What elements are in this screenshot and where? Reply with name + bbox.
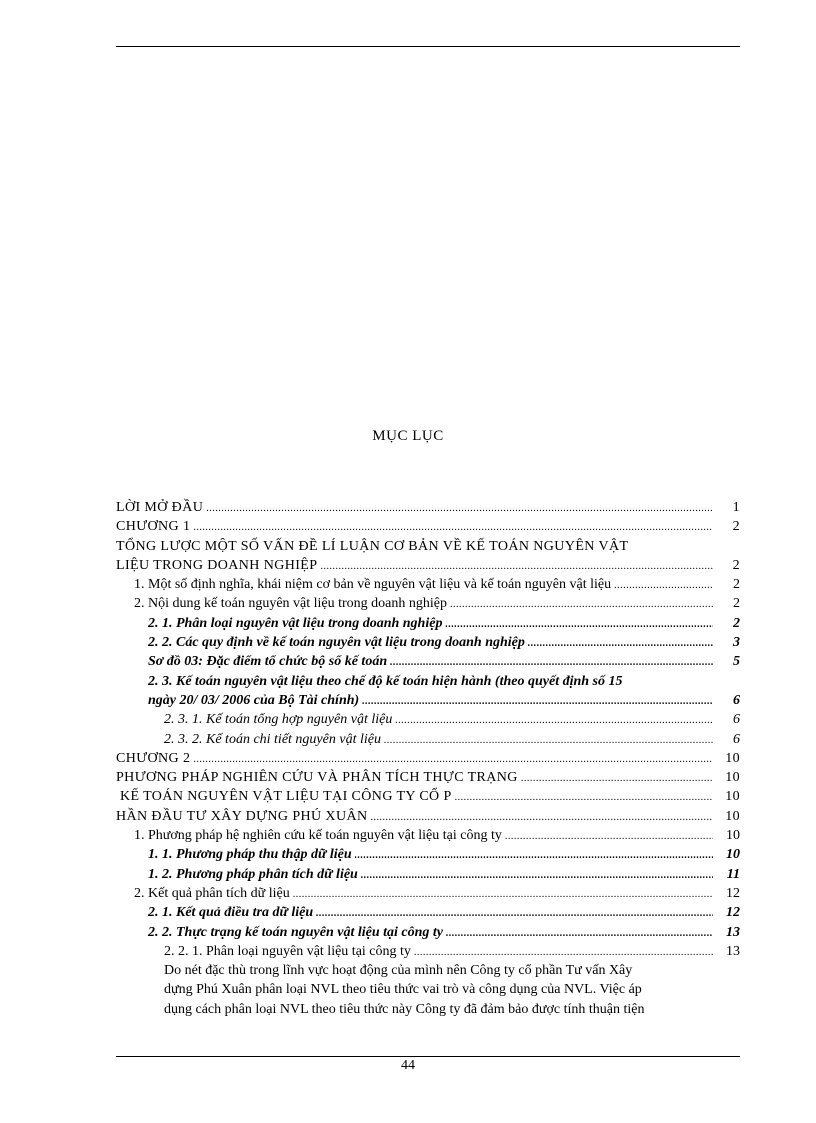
toc-entry-page: 1 xyxy=(732,500,740,515)
toc-entry[interactable] xyxy=(116,845,740,864)
toc-entry-line2 xyxy=(148,691,740,710)
toc-entry[interactable] xyxy=(116,498,740,517)
toc-entry[interactable] xyxy=(116,730,740,749)
dot-leader xyxy=(614,576,713,594)
toc-entry-title: 2. 3. 1. Kế toán tổng hợp nguyên vật liệu xyxy=(164,712,393,728)
toc-entry[interactable] xyxy=(116,787,740,806)
dot-leader xyxy=(355,846,713,864)
toc-entry-page: 11 xyxy=(726,866,740,882)
toc-entry[interactable] xyxy=(116,903,740,922)
toc-entry-page: 12 xyxy=(726,905,740,921)
toc-entry-page: 10 xyxy=(726,828,740,844)
toc-entry-title: 2. 2. 1. Phân loại nguyên vật liệu tại công ty xyxy=(164,943,411,959)
toc-entry-page: 2 xyxy=(732,557,740,573)
toc-entry[interactable] xyxy=(116,884,740,903)
toc-entry-title: 2. 3. 2. Kế toán chi tiết nguyên vật liệu xyxy=(164,731,381,747)
toc-entry-multiline[interactable] xyxy=(116,537,740,576)
toc-entry[interactable] xyxy=(116,594,740,613)
dot-leader xyxy=(395,711,713,729)
toc-entry-title: 1. Phương pháp hệ nghiên cứu kế toán nguyên vật liệu tại công ty xyxy=(134,828,502,844)
toc-entry-page: 10 xyxy=(725,750,740,766)
toc-entry-title: 2. 2. Thực trạng kế toán nguyên vật liệu tại công ty xyxy=(148,924,444,940)
toc-entry-line2 xyxy=(116,556,740,575)
toc-entry[interactable] xyxy=(116,749,740,768)
dot-leader xyxy=(528,634,713,652)
toc-entry-title: Sơ đồ 03: Đặc điểm tổ chức bộ sổ kế toán xyxy=(148,654,388,670)
toc-entry-page: 2 xyxy=(733,577,740,593)
dot-leader xyxy=(446,924,713,942)
toc-entry-page: 3 xyxy=(733,635,740,651)
toc-entry[interactable] xyxy=(116,923,740,942)
toc-entry-page: 2 xyxy=(732,519,740,535)
toc-entry-page: 10 xyxy=(726,847,740,863)
dot-leader xyxy=(316,904,713,922)
toc-entry-title: 2. 1. Phân loại nguyên vật liệu trong doanh nghiệp xyxy=(148,615,443,631)
toc-entry[interactable] xyxy=(116,652,740,671)
toc-entry-page: 2 xyxy=(733,596,740,612)
toc-entry-page: 10 xyxy=(725,808,740,824)
dot-leader xyxy=(193,518,713,536)
toc-entry-page: 13 xyxy=(726,924,740,940)
paragraph-line: dụng cách phân loại NVL theo tiêu thức này Công ty đã đảm bảo được tính thuận tiện xyxy=(164,1001,645,1017)
toc-entry-page: 5 xyxy=(733,654,740,670)
toc-entry-title: HẦN ĐẦU TƯ XÂY DỰNG PHÚ XUÂN xyxy=(116,808,368,824)
toc-entry-page: 6 xyxy=(733,731,740,747)
toc-entry-title: CHƯƠNG 1 xyxy=(116,519,191,535)
paragraph-line: Do nét đặc thù trong lĩnh vực hoạt động của mình nên Công ty cổ phần Tư vấn Xây xyxy=(164,963,633,979)
toc-entry-page: 2 xyxy=(733,615,740,631)
toc-entry[interactable] xyxy=(116,865,740,884)
dot-leader xyxy=(206,499,713,517)
toc-entry-title: 2. 2. Các quy định về kế toán nguyên vật liệu trong doanh nghiệp xyxy=(148,635,525,651)
dot-leader xyxy=(361,866,713,884)
toc-entry-page: 10 xyxy=(725,789,740,805)
toc-entry-page: 13 xyxy=(726,943,740,959)
toc-entry-title: 2. Kết quả phân tích dữ liệu xyxy=(134,885,290,901)
dot-leader xyxy=(384,731,713,749)
toc-entry-title-line2: LIỆU TRONG DOANH NGHIỆP xyxy=(116,557,318,573)
header-rule xyxy=(116,46,740,47)
toc-entry-title-line1: 2. 3. Kế toán nguyên vật liệu theo chế độ kế toán hiện hành (theo quyết định số 15 xyxy=(148,673,623,689)
table-of-contents xyxy=(116,498,740,1019)
toc-entry-title: KẾ TOÁN NGUYÊN VẬT LIỆU TẠI CÔNG TY CỔ P xyxy=(120,789,452,805)
toc-entry-page: 6 xyxy=(733,712,740,728)
dot-leader xyxy=(320,557,713,575)
dot-leader xyxy=(293,885,713,903)
toc-entry-title: LỜI MỞ ĐẦU xyxy=(116,500,204,515)
toc-entry[interactable] xyxy=(116,614,740,633)
toc-entry-title: 2. 1. Kết quả điều tra dữ liệu xyxy=(148,905,314,921)
toc-entry[interactable] xyxy=(116,633,740,652)
toc-entry-title: PHƯƠNG PHÁP NGHIÊN CỨU VÀ PHÂN TÍCH THỰC TRẠNG xyxy=(116,770,518,786)
toc-entry[interactable] xyxy=(116,575,740,594)
page-number: 44 xyxy=(401,1058,415,1073)
toc-entry-page: 12 xyxy=(726,885,740,901)
dot-leader xyxy=(370,808,713,826)
toc-entry-page: 10 xyxy=(725,770,740,786)
toc-entry-title-line1: TỔNG LƯỢC MỘT SỐ VẤN ĐỀ LÍ LUẬN CƠ BẢN VỀ KẾ TOÁN NGUYÊN VẬT xyxy=(116,538,629,554)
dot-leader xyxy=(390,653,713,671)
dot-leader xyxy=(414,943,713,961)
dot-leader xyxy=(193,750,713,768)
toc-entry[interactable] xyxy=(116,710,740,729)
dot-leader xyxy=(450,595,713,613)
toc-entry[interactable] xyxy=(116,826,740,845)
footer-rule xyxy=(116,1056,740,1057)
toc-entry-title: 1. 2. Phương pháp phân tích dữ liệu xyxy=(148,866,358,882)
dot-leader xyxy=(445,615,713,633)
toc-heading: MỤC LỤC xyxy=(372,428,444,444)
toc-entry-title: CHƯƠNG 2 xyxy=(116,750,191,766)
toc-entry[interactable] xyxy=(116,942,740,961)
toc-entry-title: 1. 1. Phương pháp thu thập dữ liệu xyxy=(148,847,352,863)
toc-entry-title-line2: ngày 20/ 03/ 2006 của Bộ Tài chính) xyxy=(148,692,360,708)
toc-entry-page: 6 xyxy=(733,692,740,708)
toc-entry[interactable] xyxy=(116,807,740,826)
toc-entry[interactable] xyxy=(116,768,740,787)
paragraph-line: dựng Phú Xuân phân loại NVL theo tiêu thức vai trò và công dụng của NVL. Việc áp xyxy=(164,982,642,998)
dot-leader xyxy=(455,788,713,806)
dot-leader xyxy=(505,827,713,845)
toc-entry-title: 2. Nội dung kế toán nguyên vật liệu trong doanh nghiệp xyxy=(134,596,447,612)
toc-entry-multiline[interactable] xyxy=(116,672,740,711)
dot-leader xyxy=(362,692,713,710)
body-paragraph xyxy=(116,961,740,1019)
toc-entry-title: 1. Một số định nghĩa, khái niệm cơ bản về nguyên vật liệu và kế toán nguyên vật liệu xyxy=(134,577,612,593)
toc-entry[interactable] xyxy=(116,517,740,536)
dot-leader xyxy=(521,769,713,787)
